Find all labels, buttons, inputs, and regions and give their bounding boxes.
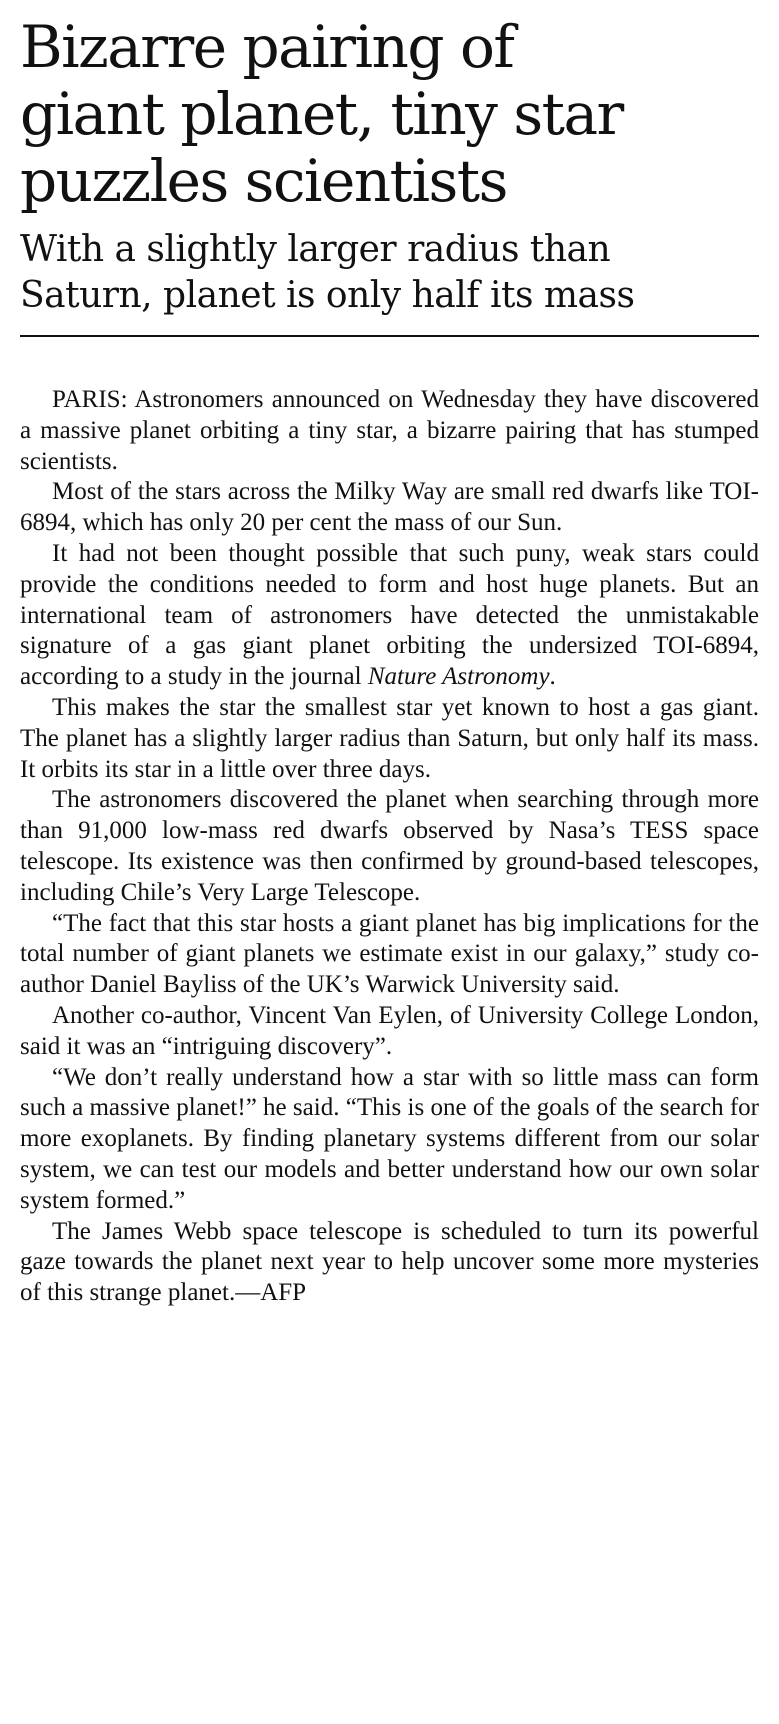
body-paragraph: This makes the star the smallest star yet known to host a gas giant. The planet has a slightly larger radius than Saturn, but only half its mass. It orbits its star in a little over three days. <box>20 693 759 783</box>
news-article <box>20 0 759 1309</box>
body-paragraph-text: It had not been thought possible that such puny, weak stars could provide the conditions needed to form and host huge planets. But an international team of astronomers have detected the unmistakable signature of a gas giant planet orbiting the undersized TOI-6894, according to a study in the journal <box>20 539 759 691</box>
body-paragraph: Most of the stars across the Milky Way are small red dwarfs like TOI-6894, which has only 20 per cent the mass of our Sun. <box>20 478 759 537</box>
body-paragraph: The astronomers discovered the planet when searching through more than 91,000 low-mass red dwarfs observed by Nasa’s TESS space telescope. Its existence was then confirmed by ground-based telescopes, including Chile’s Very Large Telescope. <box>20 786 759 906</box>
journal-name: Nature Astronomy <box>367 663 550 691</box>
headline: Bizarre pairing of giant planet, tiny star puzzles scientists <box>20 13 623 215</box>
body-paragraph: PARIS: Astronomers announced on Wednesday they have discovered a massive planet orbiting a tiny star, a bizarre pairing that has stumped scientists. <box>20 386 759 475</box>
body-paragraph: “We don’t really understand how a star with so little mass can form such a massive planet!” he said. “This is one of the goals of the search for more exoplanets. By finding planetary systems different from our solar system, we can test our models and better understand how our own solar system formed.” <box>20 1063 759 1214</box>
body-paragraph-text: . <box>549 663 556 691</box>
body-paragraph: “The fact that this star hosts a giant planet has big implications for the total number of giant planets we estimate exist in our galaxy,” study co-author Daniel Bayliss of the UK’s Warwick University said. <box>20 909 759 999</box>
body-paragraph: Another co-author, Vincent Van Eylen, of University College London, said it was an “intriguing discovery”. <box>20 1001 759 1060</box>
divider-rule <box>20 335 759 337</box>
article-body <box>20 385 759 1309</box>
subheadline: With a slightly larger radius than Saturn, planet is only half its mass <box>20 229 635 316</box>
body-paragraph <box>20 539 759 693</box>
body-paragraph: The James Webb space telescope is scheduled to turn its powerful gaze towards the planet next year to help uncover some more mysteries of this strange planet.—AFP <box>20 1217 759 1307</box>
